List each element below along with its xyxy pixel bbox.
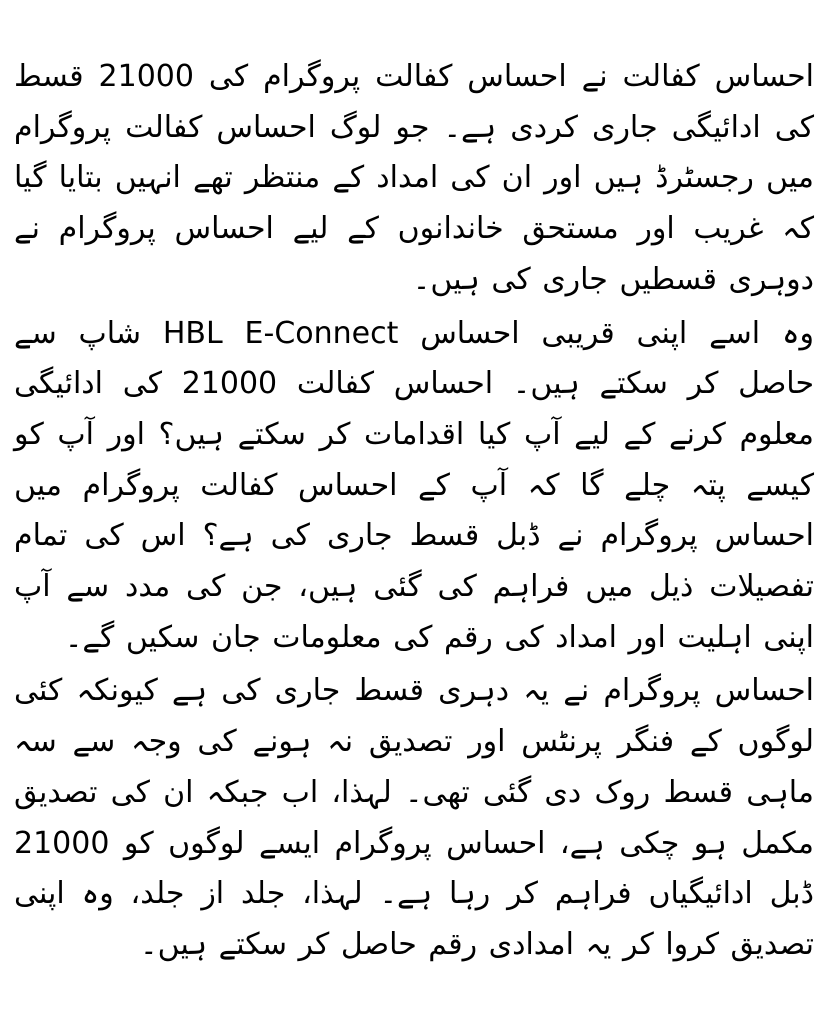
paragraph-2: وہ اسے اپنی قریبی احساس HBL E-Connect شاپ سے حاصل کر سکتے ہیں۔ احساس کفالت 21000 کی ادائیگی معلوم کرنے کے لیے آپ کیا اقدامات کر سکتے ہیں؟ اور آپ کو کیسے پتہ چلے گا کہ آپ کے احساس کفالت پروگرام میں احساس پروگرام نے ڈبل قسط جاری کی ہے؟ اس کی تمام تفصیلات ذیل میں فراہم کی گئی ہیں، جن کی مدد سے آپ اپنی اہلیت اور امداد کی رقم کی معلومات جان سکیں گے۔ [14, 315, 815, 655]
paragraph-1: احساس کفالت نے احساس کفالت پروگرام کی 21000 قسط کی ادائیگی جاری کردی ہے۔ جو لوگ احساس کفالت پروگرام میں رجسٹرڈ ہیں اور ان کی امداد کے منتظر تھے انہیں بتایا گیا کہ غریب اور مستحق خاندانوں کے لیے احساس پروگرام نے دوہری قسطیں جاری کی ہیں۔ [14, 59, 814, 297]
article-body [14, 52, 814, 1012]
paragraph-3: احساس پروگرام نے یہ دہری قسط جاری کی ہے کیونکہ کئی لوگوں کے فنگر پرنٹس اور تصدیق نہ ہونے کی وجہ سے سہ ماہی قسط روک دی گئی تھی۔ لہذا، اب جبکہ ان کی تصدیق مکمل ہو چکی ہے، احساس پروگرام ایسے لوگوں کو 21000 ڈبل ادائیگیاں فراہم کر رہا ہے۔ لہذا، جلد از جلد، وہ اپنی تصدیق کروا کر یہ امدادی رقم حاصل کر سکتے ہیں۔ [14, 673, 814, 962]
